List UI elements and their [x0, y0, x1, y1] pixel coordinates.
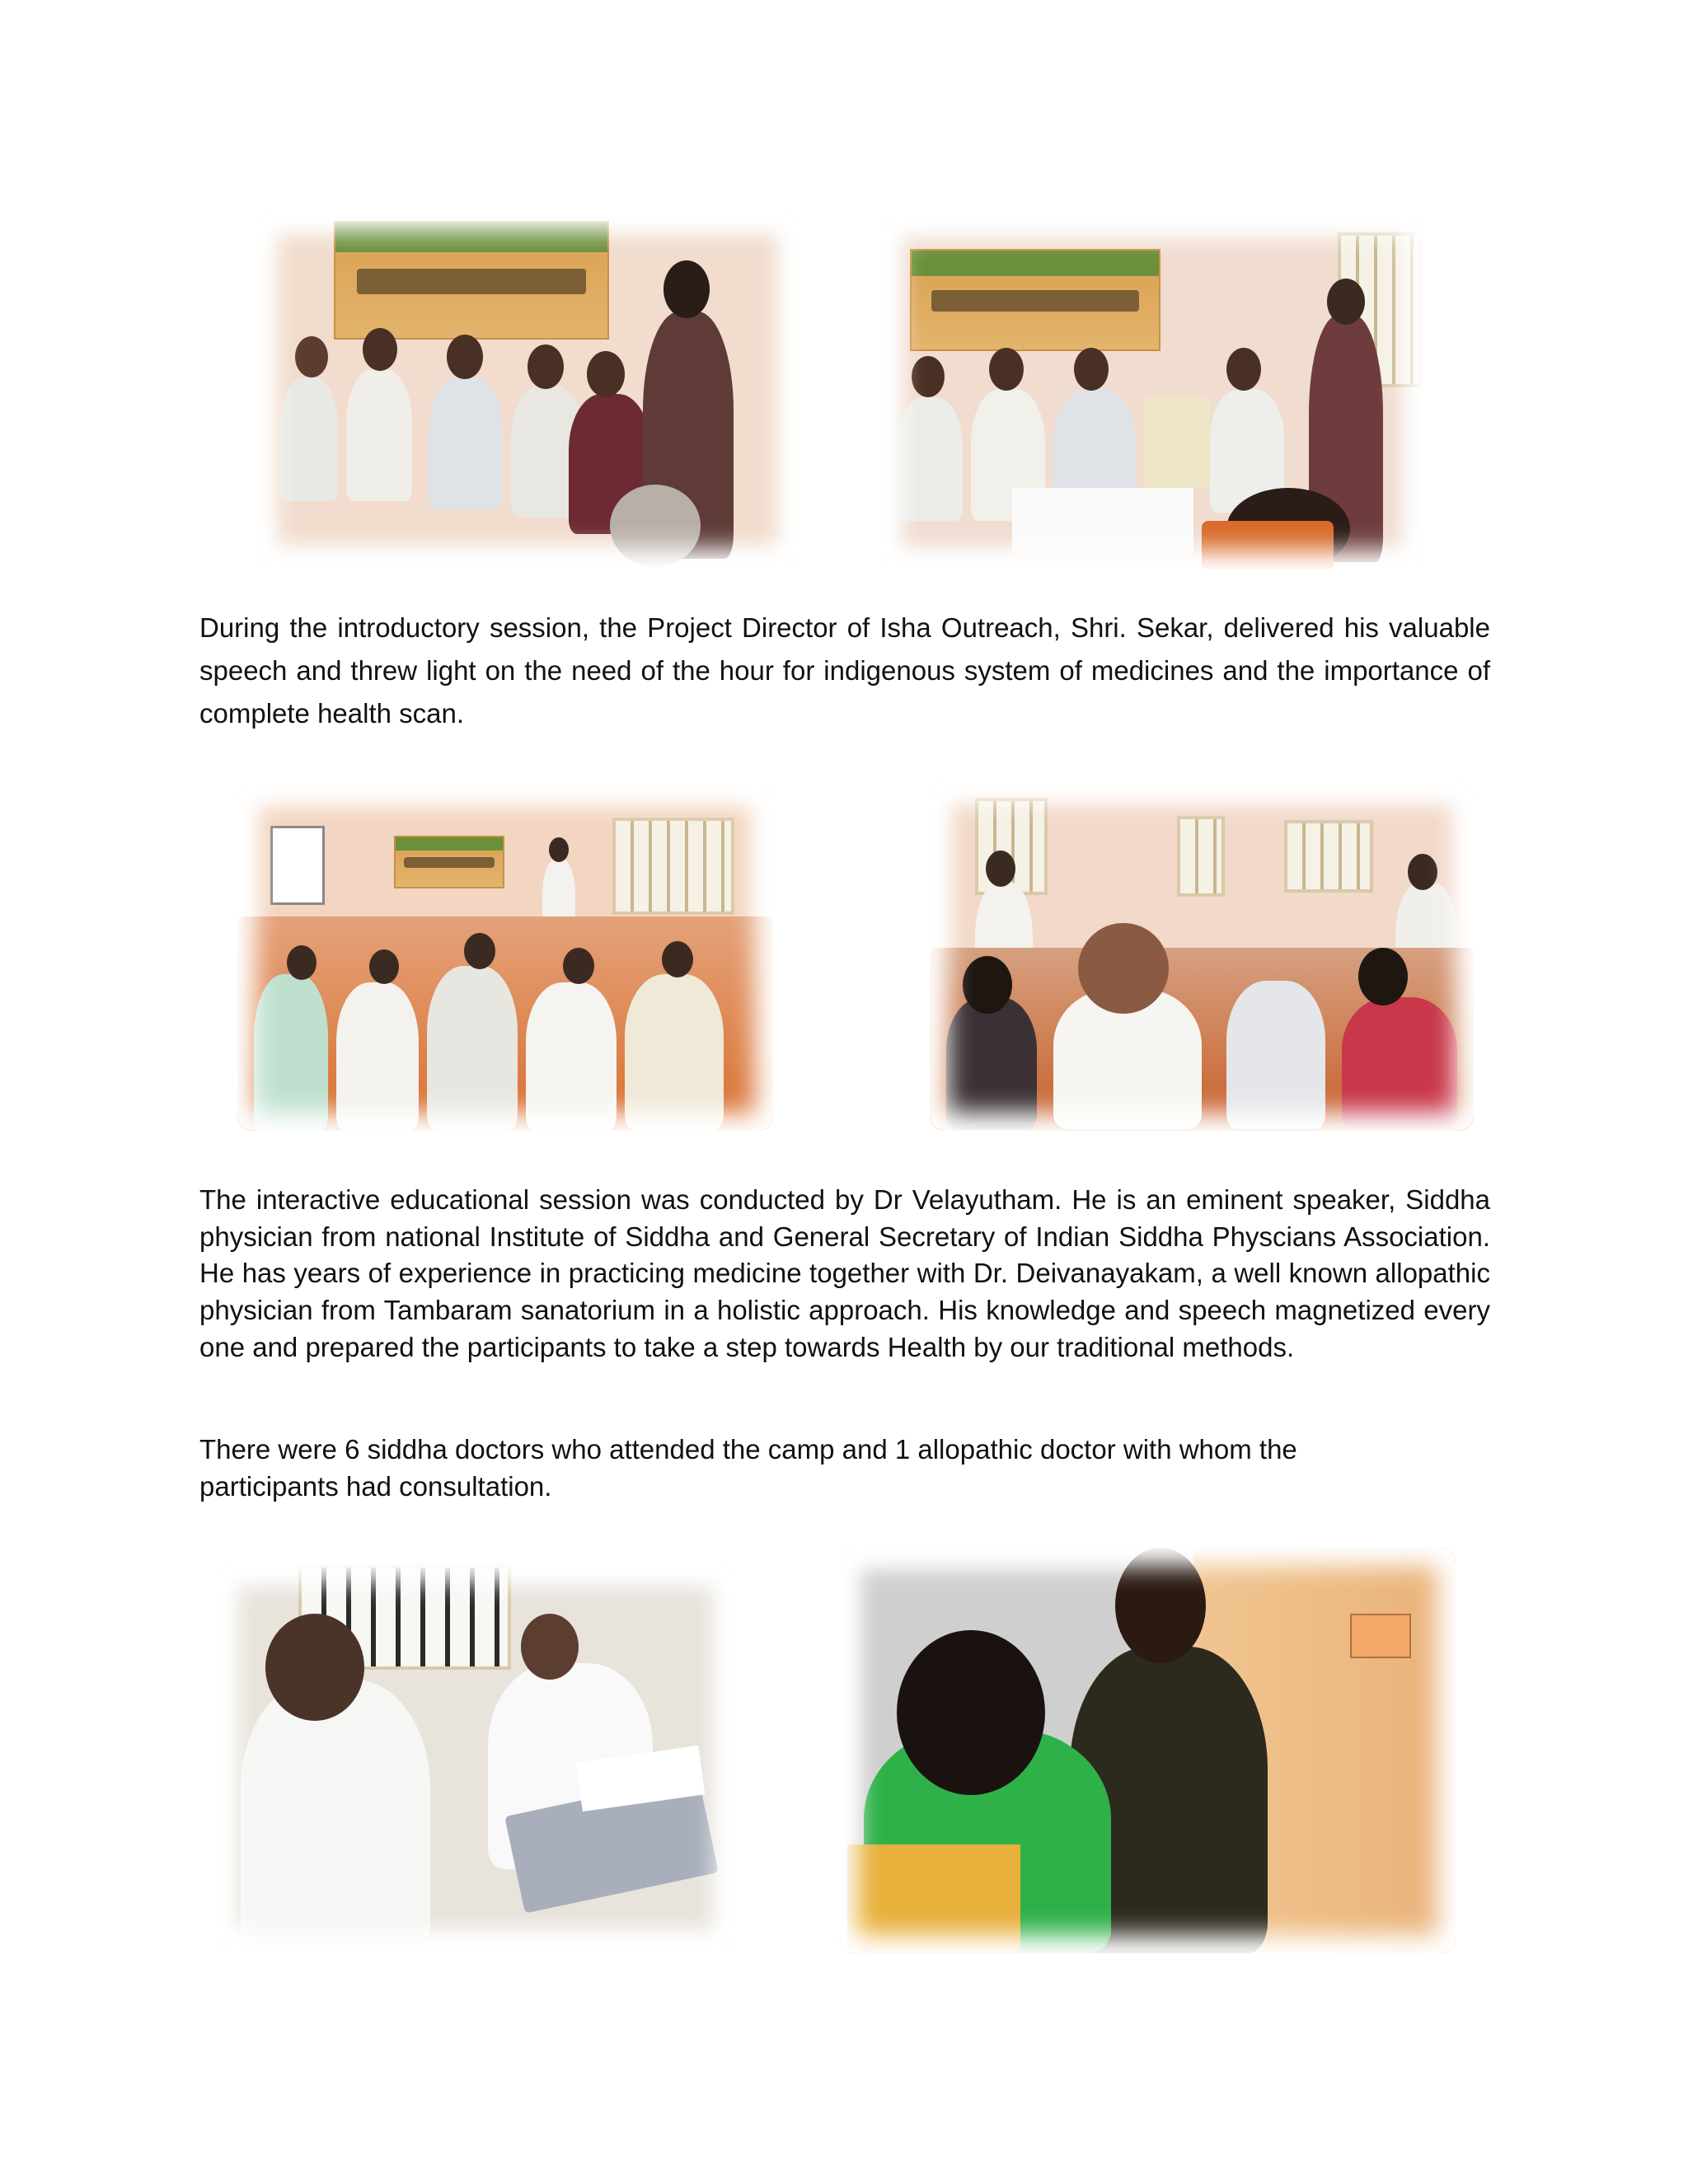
paragraph-introductory-session: During the introductory session, the Project Director of Isha Outreach, Shri. Sekar, delivered his valuable speech and threw light on the need of the hour for indigenous system of medicines and the importance of complete health scan.: [199, 612, 1490, 729]
paragraph-doctors-consultation: There were 6 siddha doctors who attended the camp and 1 allopathic doctor with whom the participants had consultation.: [199, 1434, 1297, 1502]
paragraph-interactive-session: The interactive educational session was conducted by Dr Velayutham. He is an eminent speaker, Siddha physician from national Institute of Siddha and General Secretary of Indian Siddha Physcians Association. He has years of experience in practicing medicine together with Dr. Deivanayakam, a well known allopathic physician from Tambaram sanatorium in a holistic approach. His knowledge and speech magnetized every one and prepared the participants to take a step towards Health by our traditional methods.: [199, 1184, 1490, 1362]
photo-man-speaking-at-podium: [880, 216, 1424, 569]
photo-audience-lecture-hall: [237, 785, 773, 1131]
photo-speakers-and-crowd: [930, 783, 1474, 1131]
photo-doctor-consulting-patient: [216, 1564, 735, 1952]
photo-doctor-talking-to-woman: [839, 1548, 1456, 1953]
photo-woman-speaking-on-stage: [256, 213, 799, 567]
